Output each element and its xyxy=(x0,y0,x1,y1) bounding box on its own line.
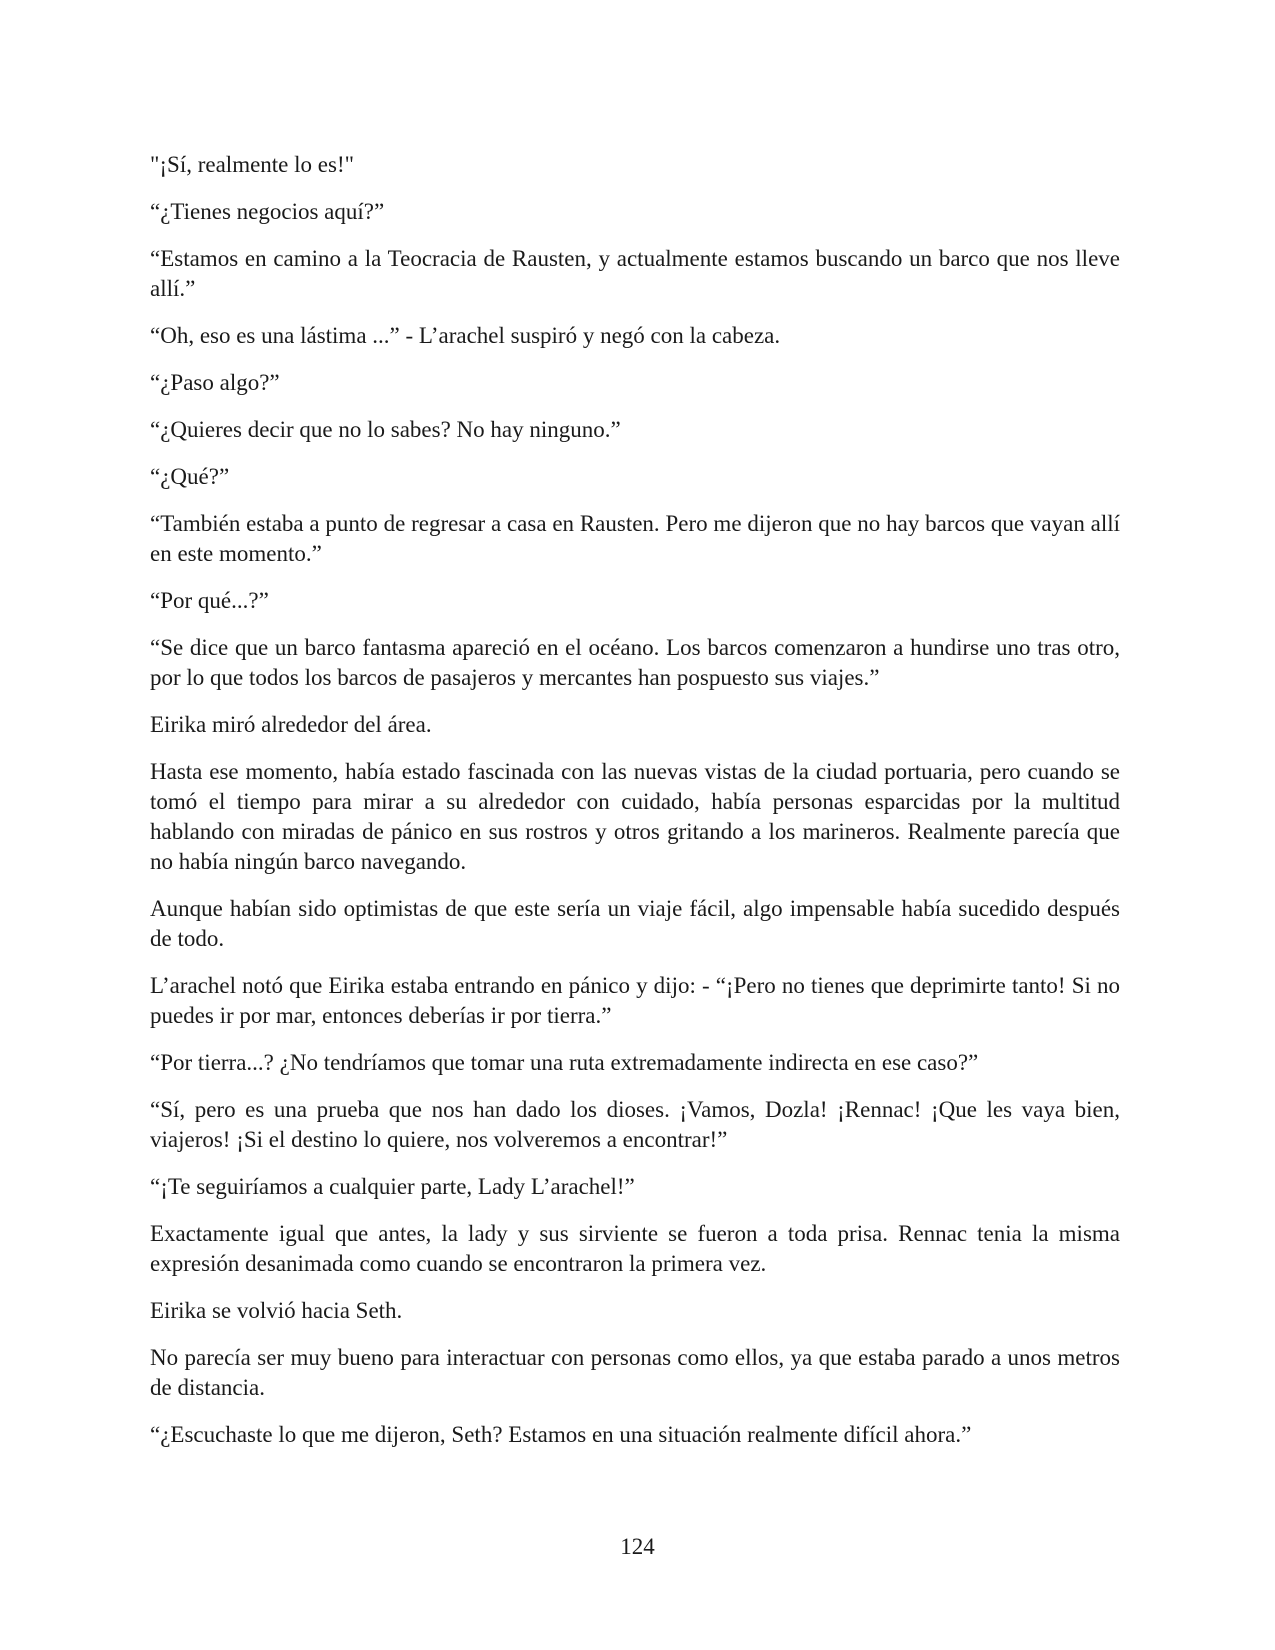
paragraph: “Oh, eso es una lástima ...” - L’arachel suspiró y negó con la cabeza. xyxy=(150,323,781,348)
paragraph: “¿Paso algo?” xyxy=(150,370,280,395)
paragraph: “Por tierra...? ¿No tendríamos que tomar una ruta extremadamente indirecta en ese caso?” xyxy=(150,1050,979,1075)
page-number: 124 xyxy=(620,1534,655,1559)
page-body xyxy=(150,150,1120,1467)
paragraph: Aunque habían sido optimistas de que este sería un viaje fácil, algo impensable había sucedido después de todo. xyxy=(150,896,1120,951)
paragraph: L’arachel notó que Eirika estaba entrando en pánico y dijo: - “¡Pero no tienes que deprimirte tanto! Si no puedes ir por mar, entonces deberías ir por tierra.” xyxy=(150,973,1120,1028)
paragraph: “Sí, pero es una prueba que nos han dado los dioses. ¡Vamos, Dozla! ¡Rennac! ¡Que les vaya bien, viajeros! ¡Si el destino lo quiere, nos volveremos a encontrar!” xyxy=(150,1097,1120,1152)
paragraph: “¿Escuchaste lo que me dijeron, Seth? Estamos en una situación realmente difícil ahora.” xyxy=(150,1422,972,1447)
paragraph: “¿Tienes negocios aquí?” xyxy=(150,199,385,224)
paragraph: Eirika se volvió hacia Seth. xyxy=(150,1298,403,1323)
paragraph: “Estamos en camino a la Teocracia de Rausten, y actualmente estamos buscando un barco que nos lleve allí.” xyxy=(150,246,1120,301)
paragraph: “Por qué...?” xyxy=(150,588,269,613)
paragraph: “¿Quieres decir que no lo sabes? No hay ninguno.” xyxy=(150,417,621,442)
paragraph: "¡Sí, realmente lo es!" xyxy=(150,152,354,177)
paragraph: Exactamente igual que antes, la lady y sus sirviente se fueron a toda prisa. Rennac tenia la misma expresión desanimada como cuando se encontraron la primera vez. xyxy=(150,1221,1120,1276)
paragraph: “¿Qué?” xyxy=(150,464,230,489)
paragraph: No parecía ser muy bueno para interactuar con personas como ellos, ya que estaba parado a unos metros de distancia. xyxy=(150,1345,1120,1400)
paragraph: “¡Te seguiríamos a cualquier parte, Lady L’arachel!” xyxy=(150,1174,635,1199)
paragraph: “También estaba a punto de regresar a casa en Rausten. Pero me dijeron que no hay barcos que vayan allí en este momento.” xyxy=(150,511,1120,566)
paragraph: “Se dice que un barco fantasma apareció en el océano. Los barcos comenzaron a hundirse uno tras otro, por lo que todos los barcos de pasajeros y mercantes han pospuesto sus viajes.” xyxy=(150,635,1120,690)
paragraph: Eirika miró alrededor del área. xyxy=(150,712,432,737)
paragraph: Hasta ese momento, había estado fascinada con las nuevas vistas de la ciudad portuaria, pero cuando se tomó el tiempo para mirar a su alrededor con cuidado, había personas esparcidas por la multitud hablando con miradas de pánico en sus rostros y otros gritando a los marineros. Realmente parecía que no había ningún barco navegando. xyxy=(150,759,1120,874)
